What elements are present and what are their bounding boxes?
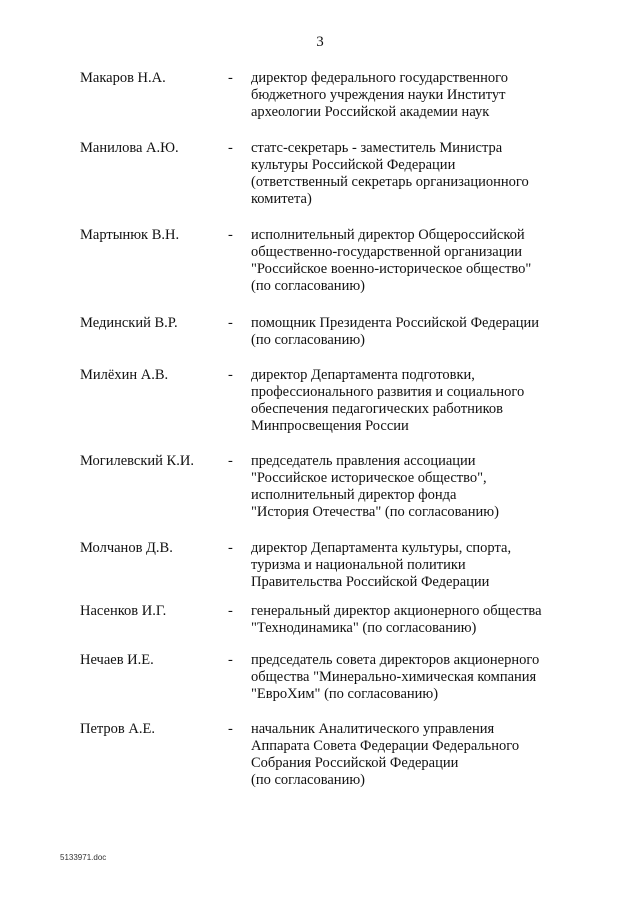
member-position bbox=[251, 227, 591, 295]
position-line: Собрания Российской Федерации bbox=[251, 755, 459, 771]
position-line: (ответственный секретарь организационного bbox=[251, 174, 529, 190]
member-name: Могилевский К.И. bbox=[80, 453, 194, 469]
separator-dash: - bbox=[228, 603, 233, 619]
position-line: председатель правления ассоциации bbox=[251, 453, 476, 469]
member-position bbox=[251, 367, 591, 435]
member-name: Нечаев И.Е. bbox=[80, 652, 154, 668]
position-line: комитета) bbox=[251, 191, 312, 207]
member-position bbox=[251, 603, 591, 637]
member-name: Мединский В.Р. bbox=[80, 315, 178, 331]
separator-dash: - bbox=[228, 453, 233, 469]
separator-dash: - bbox=[228, 227, 233, 243]
position-line: директор Департамента подготовки, bbox=[251, 367, 475, 383]
position-line: (по согласованию) bbox=[251, 278, 365, 294]
member-name: Петров А.Е. bbox=[80, 721, 155, 737]
member-position bbox=[251, 140, 591, 208]
page-number: 3 bbox=[316, 34, 324, 50]
position-line: культуры Российской Федерации bbox=[251, 157, 456, 173]
position-line: бюджетного учреждения науки Институт bbox=[251, 87, 506, 103]
document-filename: 5133971.doc bbox=[60, 853, 107, 862]
position-line: исполнительный директор Общероссийской bbox=[251, 227, 525, 243]
position-line: туризма и национальной политики bbox=[251, 557, 466, 573]
separator-dash: - bbox=[228, 721, 233, 737]
member-name: Насенков И.Г. bbox=[80, 603, 167, 619]
member-name: Макаров Н.А. bbox=[80, 70, 166, 86]
position-line: Минпросвещения России bbox=[251, 418, 409, 434]
member-position bbox=[251, 540, 591, 591]
position-line: статс-секретарь - заместитель Министра bbox=[251, 140, 503, 156]
separator-dash: - bbox=[228, 315, 233, 331]
position-line: обеспечения педагогических работников bbox=[251, 401, 503, 417]
position-line: генеральный директор акционерного общества bbox=[251, 603, 542, 619]
position-line: общества "Минерально-химическая компания bbox=[251, 669, 537, 685]
position-line: председатель совета директоров акционерного bbox=[251, 652, 540, 668]
position-line: Правительства Российской Федерации bbox=[251, 574, 490, 590]
separator-dash: - bbox=[228, 70, 233, 86]
position-line: "Российское военно-историческое общество" bbox=[251, 261, 532, 277]
position-line: (по согласованию) bbox=[251, 332, 365, 348]
position-line: Аппарата Совета Федерации Федерального bbox=[251, 738, 520, 754]
member-position bbox=[251, 453, 591, 521]
member-position bbox=[251, 721, 591, 789]
position-line: директор федерального государственного bbox=[251, 70, 508, 86]
position-line: профессионального развития и социального bbox=[251, 384, 525, 400]
member-position bbox=[251, 315, 591, 349]
member-name: Милёхин А.В. bbox=[80, 367, 169, 383]
position-line: начальник Аналитического управления bbox=[251, 721, 495, 737]
separator-dash: - bbox=[228, 540, 233, 556]
member-name: Молчанов Д.В. bbox=[80, 540, 173, 556]
position-line: археологии Российской академии наук bbox=[251, 104, 490, 120]
position-line: директор Департамента культуры, спорта, bbox=[251, 540, 512, 556]
separator-dash: - bbox=[228, 367, 233, 383]
separator-dash: - bbox=[228, 140, 233, 156]
position-line: "Российское историческое общество", bbox=[251, 470, 487, 486]
member-position bbox=[251, 652, 591, 703]
member-name: Мартынюк В.Н. bbox=[80, 227, 180, 243]
position-line: "ЕвроХим" (по согласованию) bbox=[251, 686, 439, 702]
position-line: (по согласованию) bbox=[251, 772, 365, 788]
member-name: Манилова А.Ю. bbox=[80, 140, 179, 156]
position-line: "Технодинамика" (по согласованию) bbox=[251, 620, 477, 636]
position-line: "История Отечества" (по согласованию) bbox=[251, 504, 499, 520]
member-position bbox=[251, 70, 591, 121]
position-line: общественно-государственной организации bbox=[251, 244, 522, 260]
position-line: исполнительный директор фонда bbox=[251, 487, 457, 503]
separator-dash: - bbox=[228, 652, 233, 668]
position-line: помощник Президента Российской Федерации bbox=[251, 315, 540, 331]
